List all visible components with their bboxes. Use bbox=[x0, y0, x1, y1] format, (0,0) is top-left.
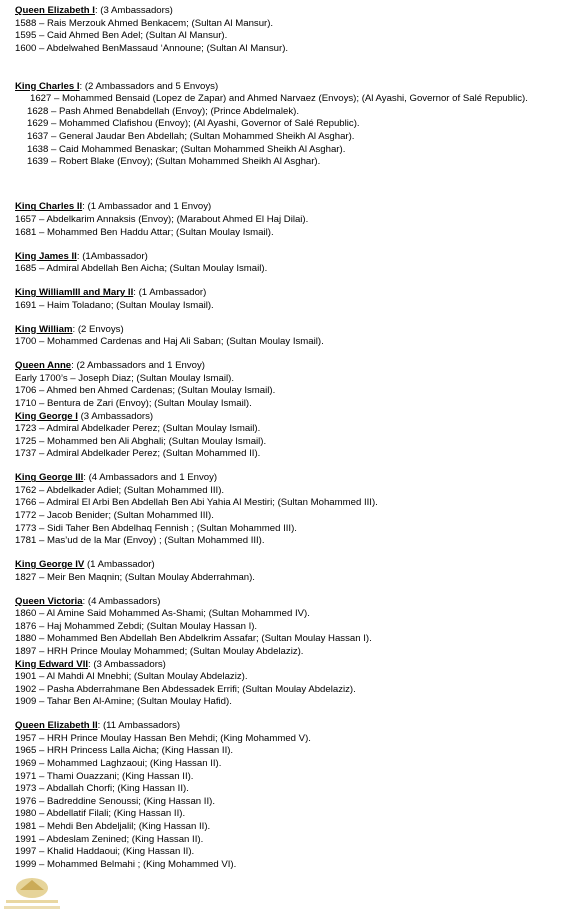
monarch-name: King Charles II bbox=[15, 201, 83, 213]
list-item: 1997 – Khalid Haddaoui; (King Hassan II). bbox=[15, 846, 195, 858]
list-item: 1638 – Caid Mohammed Benaskar; (Sultan Mohammed Sheikh Al Asghar). bbox=[27, 143, 346, 155]
list-item: 1902 – Pasha Abderrahmane Ben Abdessadek Errifi; (Sultan Moulay Abdelaziz). bbox=[15, 683, 356, 695]
envoy-count: : (1Ambassador) bbox=[76, 250, 148, 262]
section-queen-victoria bbox=[15, 596, 567, 659]
section-king-george-iv bbox=[15, 559, 567, 584]
list-item: 1737 – Admiral Abdelkader Perez; (Sultan Mohammed II). bbox=[15, 448, 261, 460]
envoy-count: : (2 Ambassadors and 5 Envoys) bbox=[79, 80, 219, 92]
section-king-charles-i bbox=[15, 81, 567, 169]
section-heading bbox=[15, 559, 567, 572]
section-king-williamiii-and-mary-ii bbox=[15, 287, 567, 312]
envoy-count: : (2 Ambassadors and 1 Envoy) bbox=[71, 360, 206, 372]
section-heading bbox=[15, 5, 567, 18]
list-item: 1627 – Mohammed Bensaid (Lopez de Zapar) and Ahmed Narvaez (Envoys); (Al Ayashi, Governor of Salé Republic). bbox=[30, 93, 528, 105]
monarch-name: King George IV bbox=[15, 559, 85, 571]
list-item: Early 1700’s – Joseph Diaz; (Sultan Moulay Ismail). bbox=[15, 372, 234, 384]
list-item: 1827 – Meir Ben Maqnin; (Sultan Moulay Abderrahman). bbox=[15, 571, 255, 583]
section-heading bbox=[15, 472, 567, 485]
envoy-count: : (2 Envoys) bbox=[72, 323, 124, 335]
list-item: 1969 – Mohammed Laghzaoui; (King Hassan II). bbox=[15, 758, 222, 770]
section-heading bbox=[15, 201, 567, 214]
list-item: 1909 – Tahar Ben Al-Amine; (Sultan Moulay Hafid). bbox=[15, 696, 232, 708]
list-item: 1681 – Mohammed Ben Haddu Attar; (Sultan Moulay Ismail). bbox=[15, 226, 274, 238]
list-item: 1965 – HRH Princess Lalla Aicha; (King Hassan II). bbox=[15, 745, 234, 757]
monarch-name: Queen Victoria bbox=[15, 595, 83, 607]
forum-logo-watermark bbox=[2, 874, 62, 914]
monarch-name: King James II bbox=[15, 250, 77, 262]
section-king-charles-ii bbox=[15, 201, 567, 239]
list-item: 1710 – Bentura de Zari (Envoy); (Sultan Moulay Ismail). bbox=[15, 397, 252, 409]
section-king-james-ii bbox=[15, 251, 567, 276]
list-item: 1973 – Abdallah Chorfi; (King Hassan II). bbox=[15, 783, 189, 795]
section-heading bbox=[15, 411, 567, 424]
list-item: 1772 – Jacob Benider; (Sultan Mohammed III). bbox=[15, 509, 214, 521]
list-item: 1595 – Caid Ahmed Ben Adel; (Sultan Al Mansur). bbox=[15, 30, 228, 42]
envoy-count: (1 Ambassador) bbox=[84, 559, 155, 571]
monarch-name: Queen Elizabeth I bbox=[15, 5, 95, 16]
list-item: 1880 – Mohammed Ben Abdellah Ben Abdelkrim Assafar; (Sultan Moulay Hassan I). bbox=[15, 633, 372, 645]
list-item: 1628 – Pash Ahmed Benabdellah (Envoy); (Prince Abdelmalek). bbox=[27, 105, 299, 117]
monarch-name: King William bbox=[15, 323, 73, 335]
list-item: 1897 – HRH Prince Moulay Mohammed; (Sultan Moulay Abdelaziz). bbox=[15, 645, 304, 657]
list-item: 1901 – Al Mahdi Al Mnebhi; (Sultan Moulay Abdelaziz). bbox=[15, 671, 248, 683]
list-item: 1999 – Mohammed Belmahi ; (King Mohammed VI). bbox=[15, 858, 237, 870]
list-item: 1723 – Admiral Abdelkader Perez; (Sultan Moulay Ismail). bbox=[15, 423, 261, 435]
list-item: 1691 – Haim Toladano; (Sultan Moulay Ismail). bbox=[15, 299, 214, 311]
section-heading bbox=[15, 287, 567, 300]
section-heading bbox=[15, 659, 567, 672]
monarch-name: King George I bbox=[15, 410, 78, 422]
list-item: 1588 – Rais Merzouk Ahmed Benkacem; (Sultan Al Mansur). bbox=[15, 17, 274, 29]
section-heading bbox=[15, 360, 567, 373]
list-item: 1976 – Badreddine Senoussi; (King Hassan II). bbox=[15, 795, 215, 807]
monarch-name: King WilliamIII and Mary II bbox=[15, 287, 134, 299]
list-item: 1762 – Abdelkader Adiel; (Sultan Mohammed III). bbox=[15, 484, 225, 496]
section-king-edward-vii bbox=[15, 659, 567, 709]
section-queen-elizabeth-i bbox=[15, 5, 567, 55]
list-item: 1637 – General Jaudar Ben Abdellah; (Sultan Mohammed Sheikh Al Asghar). bbox=[27, 130, 355, 142]
list-item: 1766 – Admiral El Arbi Ben Abdellah Ben Abi Yahia Al Mestiri; (Sultan Mohammed III). bbox=[15, 497, 378, 509]
list-item: 1781 – Mas’ud de la Mar (Envoy) ; (Sultan Mohammed III). bbox=[15, 535, 265, 547]
list-item: 1981 – Mehdi Ben Abdeljalil; (King Hassan II). bbox=[15, 821, 211, 833]
section-heading bbox=[15, 720, 567, 733]
list-item: 1639 – Robert Blake (Envoy); (Sultan Mohammed Sheikh Al Asghar). bbox=[27, 156, 321, 168]
envoy-count: : (1 Ambassador) bbox=[133, 287, 207, 299]
section-king-george-iii bbox=[15, 472, 567, 548]
section-heading bbox=[15, 596, 567, 609]
envoy-count: : (3 Ambassadors) bbox=[88, 658, 166, 670]
envoy-count: : (11 Ambassadors) bbox=[97, 720, 181, 732]
envoy-count: : (4 Ambassadors) bbox=[82, 595, 161, 607]
section-queen-anne bbox=[15, 360, 567, 410]
list-item: 1971 – Thami Ouazzani; (King Hassan II). bbox=[15, 770, 194, 782]
list-item: 1600 – Abdelwahed BenMassaud ‘Announe; (Sultan Al Mansur). bbox=[15, 42, 289, 54]
list-item: 1980 – Abdellatif Filali; (King Hassan II). bbox=[15, 808, 186, 820]
envoy-count: (3 Ambassadors) bbox=[77, 410, 154, 422]
list-item: 1700 – Mohammed Cardenas and Haj Ali Saban; (Sultan Moulay Ismail). bbox=[15, 336, 324, 348]
list-item: 1876 – Haj Mohammed Zebdi; (Sultan Moulay Hassan I). bbox=[15, 620, 258, 632]
document-body bbox=[15, 5, 567, 871]
monarch-name: Queen Anne bbox=[15, 360, 72, 372]
section-king-george-i bbox=[15, 411, 567, 461]
list-item: 1773 – Sidi Taher Ben Abdelhaq Fennish ; (Sultan Mohammed III). bbox=[15, 522, 297, 534]
section-queen-elizabeth-ii bbox=[15, 720, 567, 871]
envoy-count: : (1 Ambassador and 1 Envoy) bbox=[82, 201, 212, 213]
list-item: 1629 – Mohammed Clafishou (Envoy); (Al Ayashi, Governor of Salé Republic). bbox=[27, 118, 360, 130]
section-heading bbox=[15, 324, 567, 337]
envoy-count: : (4 Ambassadors and 1 Envoy) bbox=[83, 472, 218, 484]
section-heading bbox=[15, 251, 567, 264]
section-heading bbox=[15, 81, 567, 94]
envoy-count: : (3 Ambassadors) bbox=[94, 5, 173, 16]
list-item: 1957 – HRH Prince Moulay Hassan Ben Mehdi; (King Mohammed V). bbox=[15, 732, 311, 744]
section-king-william bbox=[15, 324, 567, 349]
list-item: 1725 – Mohammed ben Ali Abghali; (Sultan Moulay Ismail). bbox=[15, 435, 267, 447]
list-item: 1991 – Abdeslam Zenined; (King Hassan II). bbox=[15, 833, 204, 845]
list-item: 1860 – Al Amine Said Mohammed As-Shami; (Sultan Mohammed IV). bbox=[15, 608, 310, 620]
list-item: 1685 – Admiral Abdellah Ben Aicha; (Sultan Moulay Ismail). bbox=[15, 263, 268, 275]
monarch-name: King George III bbox=[15, 472, 84, 484]
list-item: 1657 – Abdelkarim Annaksis (Envoy); (Marabout Ahmed El Haj Dilai). bbox=[15, 214, 309, 226]
monarch-name: King Charles I bbox=[15, 80, 80, 92]
monarch-name: Queen Elizabeth II bbox=[15, 720, 98, 732]
list-item: 1706 – Ahmed ben Ahmed Cardenas; (Sultan Moulay Ismail). bbox=[15, 385, 276, 397]
monarch-name: King Edward VII bbox=[15, 658, 89, 670]
